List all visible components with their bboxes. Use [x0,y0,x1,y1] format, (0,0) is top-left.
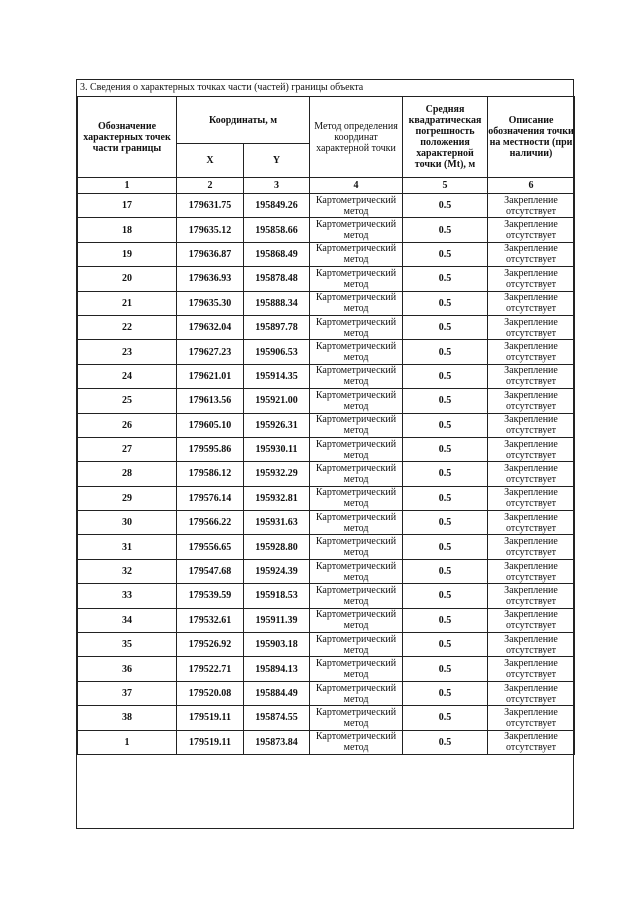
x-coordinate-cell: 179519.11 [177,706,244,730]
error-cell: 0.5 [403,535,488,559]
description-cell: Закрепление отсутствует [488,437,575,461]
method-cell: Картометрический метод [310,437,403,461]
method-cell: Картометрический метод [310,657,403,681]
y-coordinate-cell: 195931.63 [244,511,310,535]
error-cell: 0.5 [403,730,488,754]
method-cell: Картометрический метод [310,242,403,266]
x-coordinate-cell: 179566.22 [177,511,244,535]
method-cell: Картометрический метод [310,633,403,657]
point-cell: 29 [78,486,177,510]
x-coordinate-cell: 179636.93 [177,267,244,291]
y-coordinate-cell: 195914.35 [244,364,310,388]
table-row [78,462,575,486]
method-cell: Картометрический метод [310,291,403,315]
table-row [78,437,575,461]
error-cell: 0.5 [403,657,488,681]
description-cell: Закрепление отсутствует [488,315,575,339]
description-cell: Закрепление отсутствует [488,413,575,437]
y-coordinate-cell: 195911.39 [244,608,310,632]
method-cell: Картометрический метод [310,681,403,705]
table-row [78,267,575,291]
y-coordinate-cell: 195906.53 [244,340,310,364]
method-cell: Картометрический метод [310,413,403,437]
y-coordinate-cell: 195894.13 [244,657,310,681]
description-cell: Закрепление отсутствует [488,681,575,705]
point-cell: 25 [78,389,177,413]
column-number: 2 [177,178,244,194]
table-row [78,730,575,754]
description-cell: Закрепление отсутствует [488,608,575,632]
x-coordinate-cell: 179595.86 [177,437,244,461]
error-cell: 0.5 [403,389,488,413]
description-cell: Закрепление отсутствует [488,535,575,559]
method-cell: Картометрический метод [310,511,403,535]
x-coordinate-cell: 179627.23 [177,340,244,364]
table-row [78,315,575,339]
description-cell: Закрепление отсутствует [488,364,575,388]
method-cell: Картометрический метод [310,535,403,559]
x-coordinate-cell: 179632.04 [177,315,244,339]
method-cell: Картометрический метод [310,706,403,730]
point-cell: 28 [78,462,177,486]
error-cell: 0.5 [403,437,488,461]
x-coordinate-cell: 179520.08 [177,681,244,705]
x-coordinate-cell: 179547.68 [177,559,244,583]
error-cell: 0.5 [403,364,488,388]
description-cell: Закрепление отсутствует [488,706,575,730]
table-row [78,657,575,681]
y-coordinate-cell: 195888.34 [244,291,310,315]
error-cell: 0.5 [403,633,488,657]
y-coordinate-cell: 195930.11 [244,437,310,461]
point-cell: 19 [78,242,177,266]
error-cell: 0.5 [403,315,488,339]
table-row [78,559,575,583]
method-cell: Картометрический метод [310,340,403,364]
y-coordinate-cell: 195903.18 [244,633,310,657]
y-coordinate-cell: 195849.26 [244,194,310,218]
x-coordinate-cell: 179605.10 [177,413,244,437]
error-cell: 0.5 [403,340,488,364]
y-coordinate-cell: 195928.80 [244,535,310,559]
description-cell: Закрепление отсутствует [488,462,575,486]
x-coordinate-cell: 179621.01 [177,364,244,388]
description-cell: Закрепление отсутствует [488,511,575,535]
column-number: 4 [310,178,403,194]
point-cell: 22 [78,315,177,339]
y-coordinate-cell: 195858.66 [244,218,310,242]
x-coordinate-cell: 179576.14 [177,486,244,510]
point-cell: 31 [78,535,177,559]
header-method: Метод определения координат характерной точки [310,97,403,178]
table-row [78,511,575,535]
header-point: Обозначение характерных точек части границы [78,97,177,178]
table-row [78,584,575,608]
point-cell: 32 [78,559,177,583]
method-cell: Картометрический метод [310,462,403,486]
description-cell: Закрепление отсутствует [488,291,575,315]
description-cell: Закрепление отсутствует [488,389,575,413]
method-cell: Картометрический метод [310,364,403,388]
x-coordinate-cell: 179556.65 [177,535,244,559]
point-cell: 34 [78,608,177,632]
table-row [78,218,575,242]
description-cell: Закрепление отсутствует [488,194,575,218]
method-cell: Картометрический метод [310,559,403,583]
method-cell: Картометрический метод [310,218,403,242]
method-cell: Картометрический метод [310,315,403,339]
x-coordinate-cell: 179636.87 [177,242,244,266]
x-coordinate-cell: 179586.12 [177,462,244,486]
error-cell: 0.5 [403,218,488,242]
x-coordinate-cell: 179613.56 [177,389,244,413]
table-row [78,242,575,266]
error-cell: 0.5 [403,511,488,535]
error-cell: 0.5 [403,681,488,705]
description-cell: Закрепление отсутствует [488,559,575,583]
table-row [78,389,575,413]
error-cell: 0.5 [403,194,488,218]
y-coordinate-cell: 195897.78 [244,315,310,339]
description-cell: Закрепление отсутствует [488,657,575,681]
header-error: Средняя квадратическая погрешность положения характерной точки (Mt), м [403,97,488,178]
column-number: 3 [244,178,310,194]
point-cell: 26 [78,413,177,437]
error-cell: 0.5 [403,559,488,583]
table-row [78,608,575,632]
method-cell: Картометрический метод [310,389,403,413]
method-cell: Картометрический метод [310,730,403,754]
point-cell: 36 [78,657,177,681]
y-coordinate-cell: 195878.48 [244,267,310,291]
boundary-points-table [77,96,575,755]
table-row [78,413,575,437]
method-cell: Картометрический метод [310,584,403,608]
description-cell: Закрепление отсутствует [488,584,575,608]
table-row [78,194,575,218]
column-number: 1 [78,178,177,194]
y-coordinate-cell: 195926.31 [244,413,310,437]
y-coordinate-cell: 195932.29 [244,462,310,486]
point-cell: 27 [78,437,177,461]
x-coordinate-cell: 179635.12 [177,218,244,242]
description-cell: Закрепление отсутствует [488,730,575,754]
x-coordinate-cell: 179539.59 [177,584,244,608]
column-number-row [78,178,575,194]
method-cell: Картометрический метод [310,608,403,632]
y-coordinate-cell: 195918.53 [244,584,310,608]
x-coordinate-cell: 179522.71 [177,657,244,681]
table-row [78,291,575,315]
table-row [78,340,575,364]
error-cell: 0.5 [403,242,488,266]
point-cell: 38 [78,706,177,730]
description-cell: Закрепление отсутствует [488,242,575,266]
error-cell: 0.5 [403,608,488,632]
error-cell: 0.5 [403,291,488,315]
point-cell: 17 [78,194,177,218]
header-coords: Координаты, м [177,97,310,144]
y-coordinate-cell: 195873.84 [244,730,310,754]
description-cell: Закрепление отсутствует [488,633,575,657]
error-cell: 0.5 [403,413,488,437]
point-cell: 23 [78,340,177,364]
error-cell: 0.5 [403,706,488,730]
y-coordinate-cell: 195932.81 [244,486,310,510]
table-row [78,681,575,705]
table-row [78,633,575,657]
column-number: 5 [403,178,488,194]
y-coordinate-cell: 195924.39 [244,559,310,583]
error-cell: 0.5 [403,584,488,608]
y-coordinate-cell: 195868.49 [244,242,310,266]
error-cell: 0.5 [403,267,488,291]
x-coordinate-cell: 179519.11 [177,730,244,754]
method-cell: Картометрический метод [310,486,403,510]
x-coordinate-cell: 179532.61 [177,608,244,632]
table-row [78,364,575,388]
method-cell: Картометрический метод [310,267,403,291]
section-title: 3. Сведения о характерных точках части (частей) границы объекта [80,82,364,93]
header-x: X [177,144,244,178]
point-cell: 21 [78,291,177,315]
description-cell: Закрепление отсутствует [488,486,575,510]
description-cell: Закрепление отсутствует [488,218,575,242]
column-number: 6 [488,178,575,194]
point-cell: 33 [78,584,177,608]
point-cell: 35 [78,633,177,657]
table-row [78,486,575,510]
description-cell: Закрепление отсутствует [488,267,575,291]
point-cell: 30 [78,511,177,535]
y-coordinate-cell: 195884.49 [244,681,310,705]
point-cell: 24 [78,364,177,388]
y-coordinate-cell: 195921.00 [244,389,310,413]
x-coordinate-cell: 179526.92 [177,633,244,657]
point-cell: 1 [78,730,177,754]
x-coordinate-cell: 179635.30 [177,291,244,315]
error-cell: 0.5 [403,486,488,510]
method-cell: Картометрический метод [310,194,403,218]
description-cell: Закрепление отсутствует [488,340,575,364]
header-description: Описание обозначения точки на местности (при наличии) [488,97,575,178]
point-cell: 20 [78,267,177,291]
point-cell: 37 [78,681,177,705]
x-coordinate-cell: 179631.75 [177,194,244,218]
point-cell: 18 [78,218,177,242]
table-row [78,535,575,559]
table-row [78,706,575,730]
error-cell: 0.5 [403,462,488,486]
y-coordinate-cell: 195874.55 [244,706,310,730]
header-y: Y [244,144,310,178]
table-body [78,194,575,755]
